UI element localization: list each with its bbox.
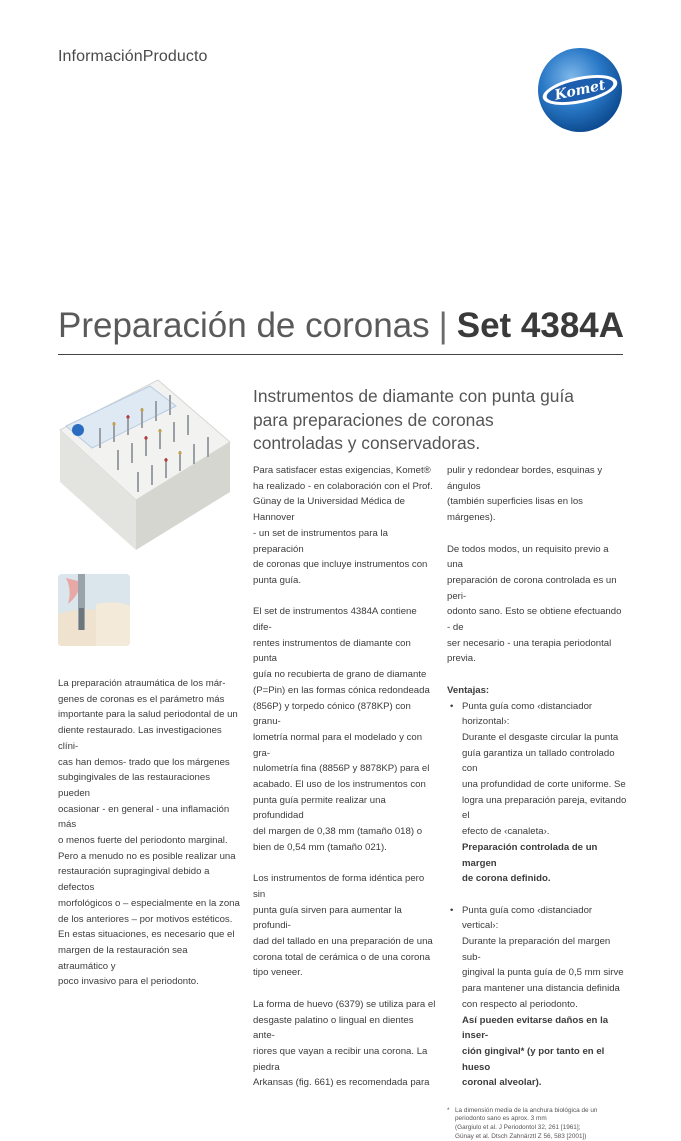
line: ha realizado - en colaboración con el Prof. <box>253 480 433 492</box>
line: (P=Pin) en las formas cónica redondeada <box>253 684 430 696</box>
subtitle: Instrumentos de diamante con punta guía para preparaciones de coronas controladas y conservadoras. <box>253 386 574 453</box>
left-line: restauración supragingival debido a defectos <box>58 866 210 894</box>
line: rentes instrumentos de diamante con punta <box>253 637 411 665</box>
line: de coronas que incluye instrumentos con <box>253 559 428 571</box>
line: corona total de cerámica o de una corona <box>253 951 431 963</box>
footnote-marker: * <box>447 1106 450 1114</box>
line: una profundidad de corte uniforme. Se <box>462 779 626 791</box>
title-set-number: Set 4384A <box>456 306 625 345</box>
line: (también superficies lisas en los márgenes). <box>447 496 583 524</box>
line: acabado. El uso de los instrumentos con <box>253 779 426 791</box>
line: nulometría fina (8856P y 8878KP) para el <box>253 763 430 775</box>
left-line: poco invasivo para el periodonto. <box>58 976 199 988</box>
paragraph <box>253 997 436 1091</box>
line: (Gargiulo et al. J Periodontol 32, 261 [1961]; <box>455 1123 581 1131</box>
line: El set de instrumentos 4384A contiene dife- <box>253 606 417 634</box>
left-line: importante para la salud periodontal de un <box>58 709 238 721</box>
title-rule <box>58 354 623 355</box>
line: La forma de huevo (6379) se utiliza para el <box>253 998 436 1010</box>
ventajas-heading: Ventajas: <box>447 684 490 696</box>
logo-text: Komet <box>553 77 607 104</box>
left-line: Pero a menudo no es posible realizar una <box>58 850 236 862</box>
line: Günay et al. Dtsch Zahnärztl Z 56, 583 [2001]) <box>455 1132 587 1140</box>
left-line: diente restaurado. Las investigaciones clíni- <box>58 725 222 752</box>
line: riores que vayan a recibir una corona. La piedra <box>253 1045 428 1073</box>
line: punta guía. <box>253 574 302 586</box>
line: Durante el desgaste circular la punta <box>462 731 619 743</box>
line: logra una preparación pareja, evitando el <box>462 794 627 822</box>
instrument-detail-image <box>58 574 130 646</box>
line: Para satisfacer estas exigencias, Komet® <box>253 465 431 476</box>
right-column-text <box>447 463 627 1141</box>
line: Arkansas (fig. 661) es recomendada para <box>253 1077 430 1089</box>
product-set-image <box>58 372 232 554</box>
line: Punta guía como ‹distanciador horizontal›: <box>462 700 593 728</box>
komet-logo <box>537 47 623 133</box>
line: Los instrumentos de forma idéntica pero sin <box>253 873 425 900</box>
bold-line: coronal alveolar). <box>462 1077 542 1089</box>
bold-line: ción gingival* (y por tanto en el hueso <box>462 1045 605 1073</box>
line: guía garantiza un tallado controlado con <box>462 747 615 775</box>
paragraph <box>447 542 627 668</box>
middle-column-text <box>253 463 436 1107</box>
line: dad del tallado en una preparación de una <box>253 936 433 948</box>
line: De todos modos, un requisito previo a una <box>447 543 609 571</box>
line: punta guía sirven para aumentar la profundi- <box>253 904 402 932</box>
left-line: En estas situaciones, es necesario que el <box>58 929 235 941</box>
line: del margen de 0,38 mm (tamaño 018) o <box>253 826 423 838</box>
bullet-marker: • <box>450 904 454 916</box>
left-line: subgingivales de las restauraciones pueden <box>58 772 210 799</box>
left-line: morfológicos o – especialmente en la zona <box>58 897 240 909</box>
line: punta guía permite realizar una profundidad <box>253 794 386 822</box>
left-line: o menos fuerte del periodonto marginal. <box>58 835 228 847</box>
paragraph <box>447 463 627 526</box>
left-line: genes de coronas es el parámetro más <box>58 693 225 705</box>
line: para mantener una distancia definida <box>462 983 620 995</box>
line: efecto de ‹canaleta›. <box>462 826 550 838</box>
line: Punta guía como ‹distanciador vertical›: <box>462 904 593 932</box>
line: odonto sano. Esto se obtiene efectuando - de <box>447 606 622 634</box>
title-separator: | <box>438 306 448 345</box>
line: desgaste palatino o lingual en dientes ante- <box>253 1014 414 1042</box>
left-line: cas han demos- trado que los márgenes <box>58 756 230 768</box>
line: ser necesario - una terapia periodontal previa. <box>447 637 612 665</box>
left-column-text <box>58 676 240 990</box>
bold-line: de corona definido. <box>462 873 551 885</box>
line: Günay de la Universidad Médica de Hannover <box>253 496 405 524</box>
line: periodonto sano es aprox. 3 mm <box>455 1115 547 1123</box>
left-line: de los anteriores – por motivos estéticos. <box>58 913 233 925</box>
line: gingival la punta guía de 0,5 mm sirve <box>462 967 624 979</box>
left-line: ocasionar - en general - una inflamación más <box>58 803 230 831</box>
line: guía no recubierta de grano de diamante <box>253 669 427 681</box>
line: tipo veneer. <box>253 967 303 979</box>
line: Durante la preparación del margen sub- <box>462 936 611 963</box>
line: preparación de corona controlada es un peri- <box>447 574 617 602</box>
paragraph <box>253 871 436 981</box>
left-line: La preparación atraumática de los már- <box>58 678 226 689</box>
line: - un set de instrumentos para la preparación <box>253 527 388 555</box>
left-line: margen de la restauración sea atraumático y <box>58 944 188 972</box>
advantage-item <box>447 903 627 1091</box>
line: lometría normal para el modelado y con gra- <box>253 731 423 759</box>
paragraph <box>253 463 436 589</box>
paragraph <box>253 604 436 855</box>
advantage-item <box>447 699 627 887</box>
line: bien de 0,54 mm (tamaño 021). <box>253 841 387 853</box>
footnote <box>447 1107 627 1141</box>
bullet-marker: • <box>450 700 454 712</box>
title-main: Preparación de coronas <box>58 306 430 345</box>
line: con respecto al periodonto. <box>462 998 578 1010</box>
line: pulir y redondear bordes, esquinas y ángulos <box>447 465 603 492</box>
bold-line: Así pueden evitarse daños en la inser- <box>462 1014 609 1042</box>
line: La dimensión media de la anchura biológica de un <box>455 1106 598 1114</box>
page-title <box>58 306 624 346</box>
bold-line: Preparación controlada de un margen <box>462 841 598 869</box>
header-label: InformaciónProducto <box>58 48 208 65</box>
line: (856P) y torpedo cónico (878KP) con granu- <box>253 700 411 728</box>
